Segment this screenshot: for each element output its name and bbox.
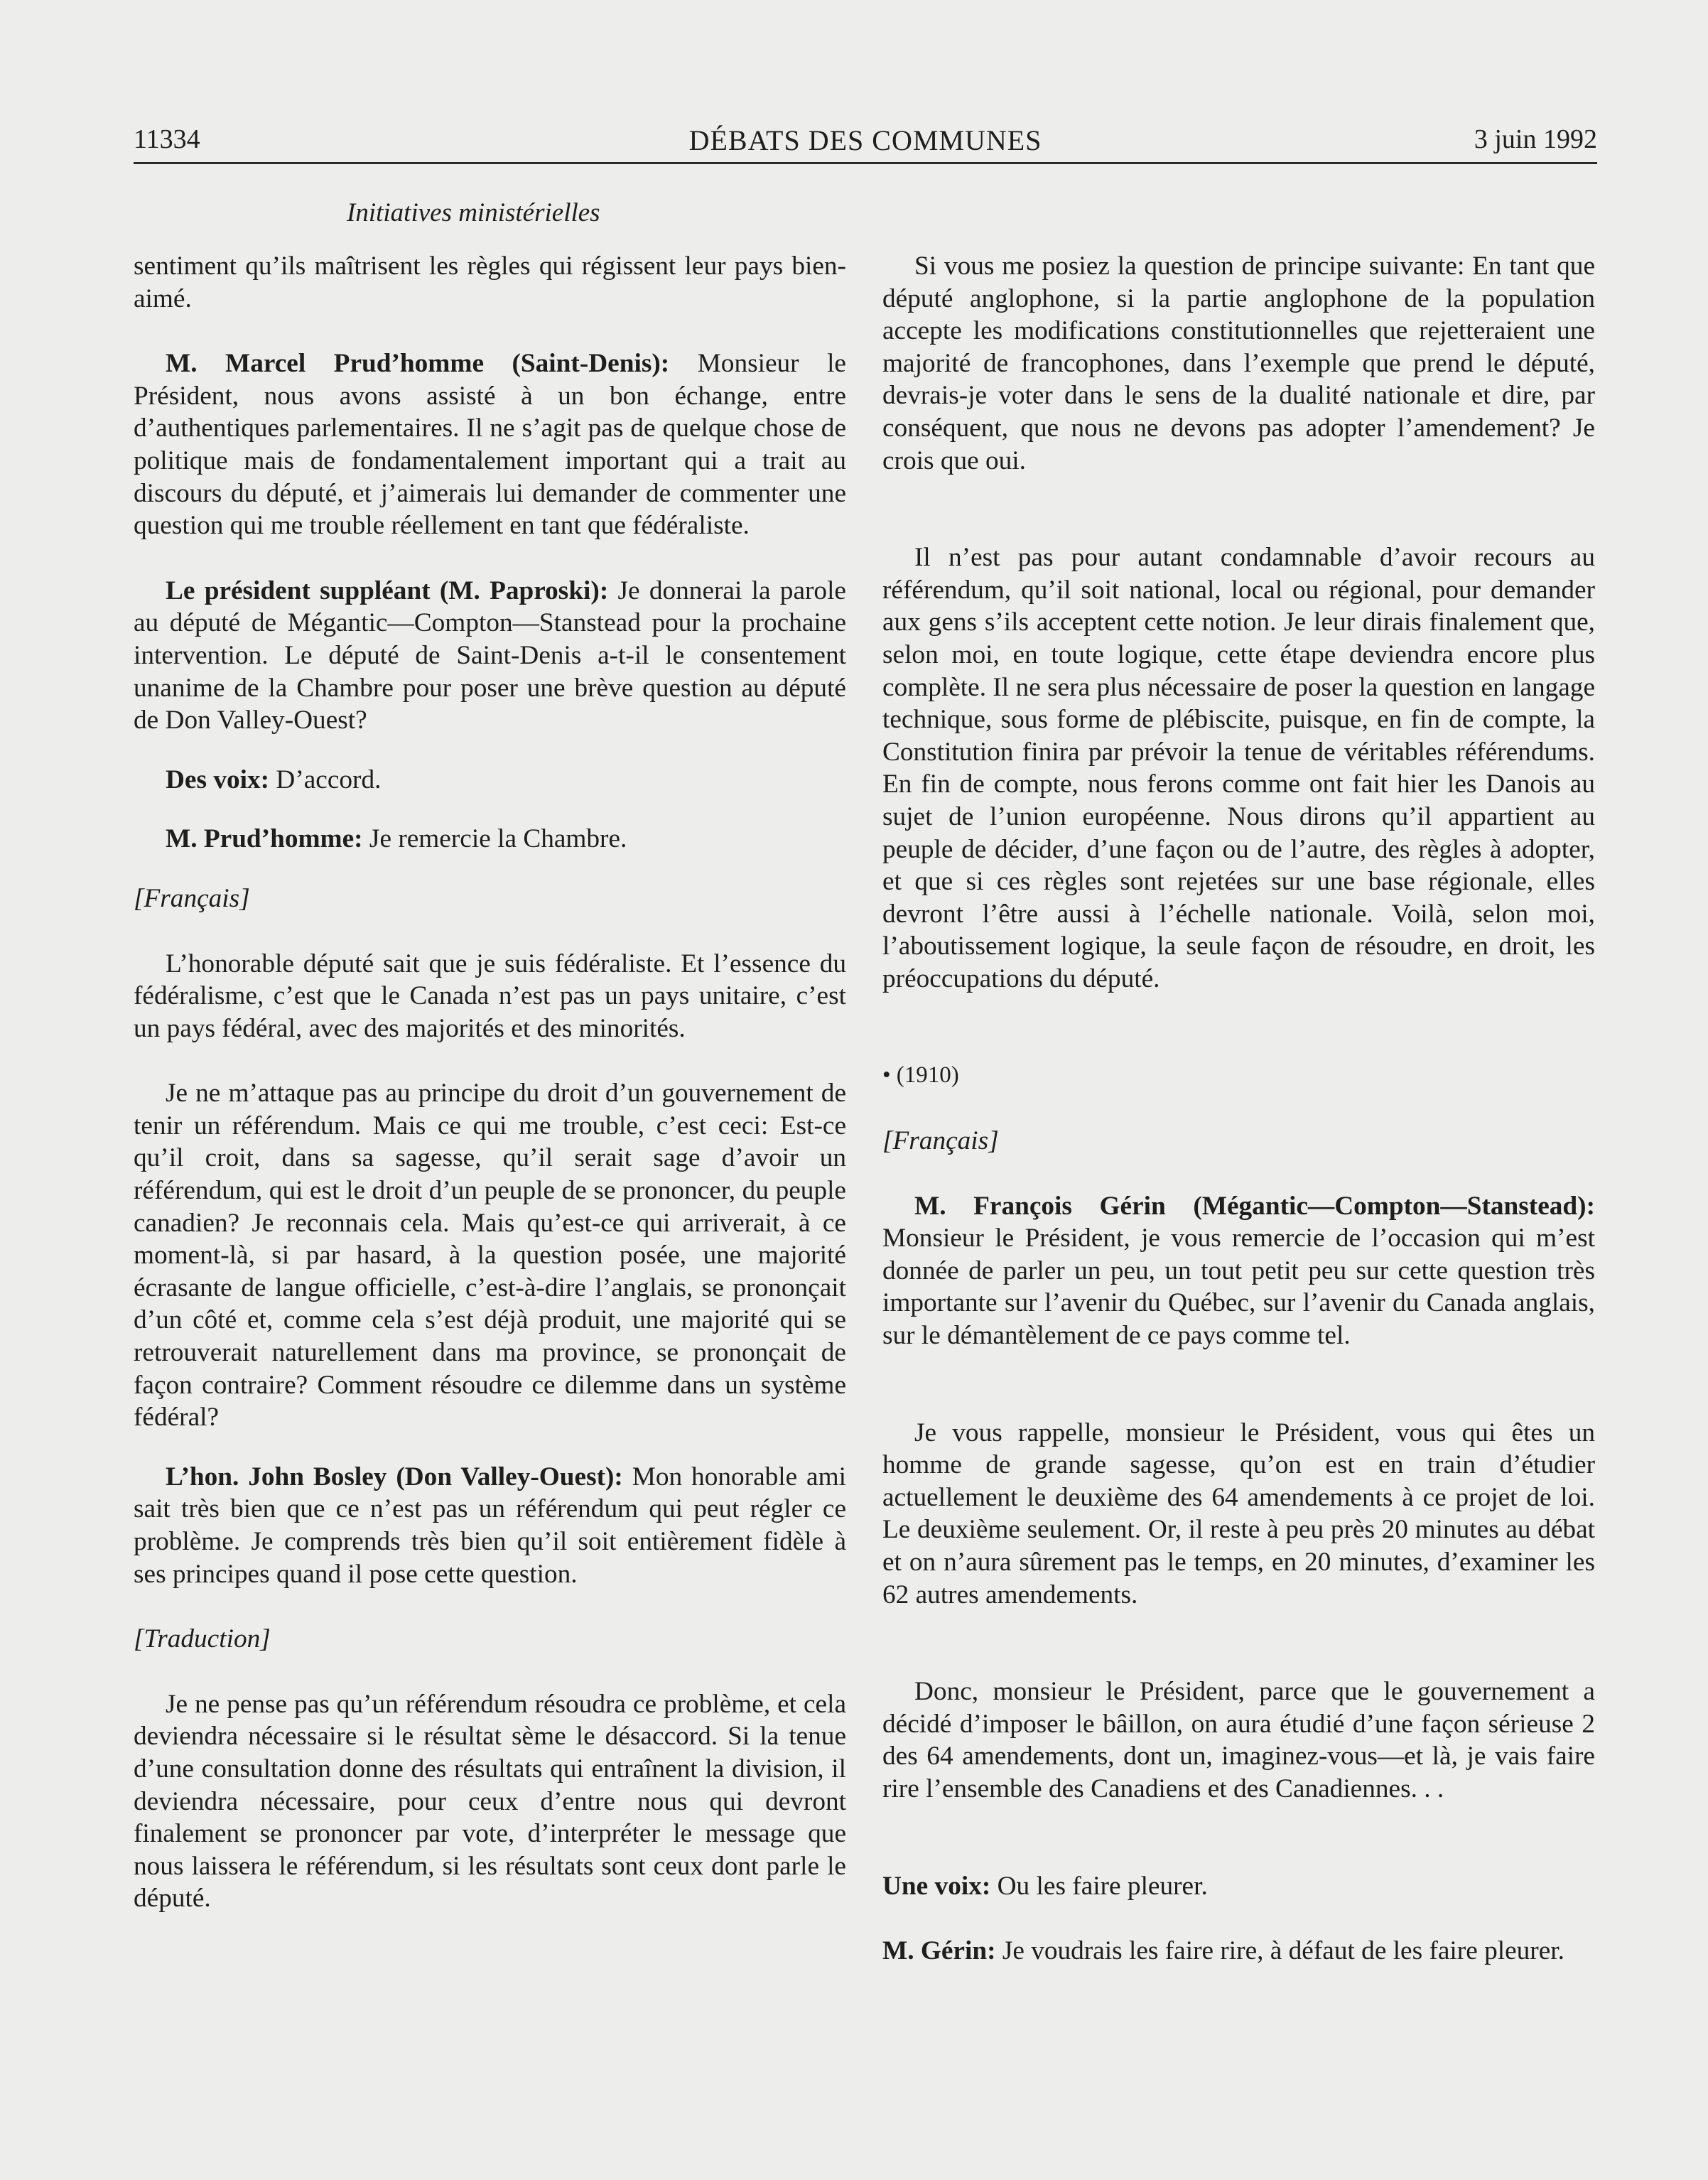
speaker-name: Des voix:	[166, 765, 270, 794]
paragraph: Je ne pense pas qu’un référendum résoudra ce problème, et cela deviendra nécessaire si le résultat sème le désaccord. Si la tenue d’une consultation donne des résultats qui entraînent la division, il deviendra nécessaire, pour ceux d’entre nous qui devront finalement se prononcer par vote, d’interpréter le message que nous laissera le référendum, si les résultats sont ceux dont parle le député.	[134, 1689, 846, 1914]
speech-text: Ou les faire pleurer.	[990, 1871, 1208, 1901]
speech-prudhomme	[134, 347, 846, 542]
speaker-name: M. Gérin:	[882, 1936, 996, 1966]
speech-prudhomme-2	[134, 823, 846, 856]
speech-bosley	[134, 1461, 846, 1590]
language-tag: [Traduction]	[134, 1624, 271, 1654]
page-header	[134, 121, 1597, 164]
paragraph: L’honorable député sait que je suis fédéraliste. Et l’essence du fédéralisme, c’est que le Canada n’est pas un pays unitaire, c’est un pays fédéral, avec des majorités et des minorités.	[134, 949, 846, 1043]
paragraph: Donc, monsieur le Président, parce que le gouvernement a décidé d’imposer le bâillon, on aura étudié d’une façon sérieuse 2 des 64 amendements, dont un, imaginez-vous—et là, je vais faire rire l’ensemble des Canadiens et des Canadiennes. . .	[882, 1677, 1595, 1803]
speaker-name: M. Marcel Prud’homme (Saint-Denis):	[166, 349, 670, 379]
speech-des-voix	[134, 764, 846, 797]
speaker-name: L’hon. John Bosley (Don Valley-Ouest):	[166, 1462, 623, 1491]
speech-text: Je voudrais les faire rire, à défaut de les faire pleurer.	[995, 1936, 1564, 1966]
speech-une-voix	[882, 1870, 1595, 1903]
speech-text: D’accord.	[269, 765, 382, 794]
speech-text: Je remercie la Chambre.	[362, 824, 627, 854]
time-marker: • (1910)	[882, 1062, 959, 1089]
language-tag: [Français]	[882, 1126, 999, 1156]
speaker-name: M. Prud’homme:	[166, 824, 363, 854]
speech-president	[134, 575, 846, 737]
speech-text: Monsieur le Président, nous avons assisté à un bon échange, entre d’authentiques parlementaires. Il ne s’agit pas de quelque chose de politique mais de fondamentalement important qui a trait au discours du député, et j’aimerais lui demander de commenter une question qui me trouble réellement en tant que fédéraliste.	[134, 349, 846, 541]
speech-text: Je donnerai la parole au député de Mégantic—Compton—Stanstead pour la prochaine intervention. Le député de Saint-Denis a-t-il le consentement unanime de la Chambre pour poser une brève question au député de Don Valley-Ouest?	[134, 576, 846, 735]
paragraph: Je vous rappelle, monsieur le Président, vous qui êtes un homme de grande sagesse, qu’on est en train d’étudier actuellement le deuxième des 64 amendements à ce projet de loi. Le deuxième seulement. Or, il reste à peu près 20 minutes au débat et on n’aura sûrement pas le temps, en 20 minutes, d’examiner les 62 autres amendements.	[882, 1418, 1595, 1609]
section-title: Initiatives ministérielles	[347, 198, 600, 227]
right-column	[882, 250, 1595, 2000]
speech-text: Mon honorable ami sait très bien que ce n’est pas un référendum qui peut régler ce problème. Je comprends très bien qu’il soit entièrement fidèle à ses principes quand il pose cette question.	[134, 1462, 846, 1589]
publication-date: 3 juin 1992	[1474, 124, 1597, 154]
paragraph: Si vous me posiez la question de principe suivante: En tant que député anglophone, si la partie anglophone de la population accepte les modifications constitutionnelles que rejetteraient une majorité de francophones, dans l’exemple que prend le député, devrais-je voter dans le sens de la dualité nationale et dire, par conséquent, que nous ne devons pas adopter l’amendement? Je crois que oui.	[882, 252, 1595, 475]
speech-text: Monsieur le Président, je vous remercie de l’occasion qui m’est donnée de parler un peu, un tout petit peu sur cette question très importante sur l’avenir du Québec, sur l’avenir du Canada anglais, sur le démantèlement de ce pays comme tel.	[882, 1224, 1595, 1351]
speaker-name: Une voix:	[882, 1871, 991, 1901]
paragraph: sentiment qu’ils maîtrisent les règles qui régissent leur pays bien-aimé.	[134, 252, 846, 313]
left-column	[134, 250, 846, 1948]
language-tag: [Français]	[134, 883, 250, 913]
paragraph: Il n’est pas pour autant condamnable d’avoir recours au référendum, qu’il soit national, local ou régional, pour demander aux gens s’ils acceptent cette notion. Je leur dirais finalement que, selon moi, en toute logique, cette étape deviendra encore plus complète. Il ne sera plus nécessaire de poser la question en langage technique, sous forme de plébiscite, puisque, en fin de compte, la Constitution finira par prévoir la tenue de véritables référendums. En fin de compte, nous ferons comme ont fait hier les Danois au sujet de l’union européenne. Nous dirons qu’il appartient au peuple de décider, d’une façon ou de l’autre, des règles à adopter, et que si ces règles sont rejetées sur une base régionale, elles devront l’être aussi à l’échelle nationale. Voilà, selon moi, l’aboutissement logique, la seule façon de résoudre, en droit, les préoccupations du député.	[882, 543, 1595, 993]
speaker-name: Le président suppléant (M. Paproski):	[166, 576, 609, 605]
publication-title: DÉBATS DES COMMUNES	[688, 124, 1042, 156]
speech-gerin-2	[882, 1935, 1595, 1968]
speaker-name: M. François Gérin (Mégantic—Compton—Stanstead):	[914, 1191, 1595, 1221]
page-number: 11334	[134, 124, 200, 154]
speech-gerin	[882, 1190, 1595, 1352]
paragraph: Je ne m’attaque pas au principe du droit d’un gouvernement de tenir un référendum. Mais ce qui me trouble, c’est ceci: Est-ce qu’il croit, dans sa sagesse, qu’il serait sage d’avoir un référendum, qui est le droit d’un peuple de se prononcer, du peuple canadien? Je reconnais cela. Mais qu’est-ce qui arriverait, à ce moment-là, si par hasard, à la question posée, une majorité écrasante de langue officielle, c’est-à-dire l’anglais, se prononçait d’un côté et, comme cela s’est déjà produit, une majorité qui se retrouverait naturellement dans ma province, se prononçait de façon contraire? Comment résoudre ce dilemme dans un système fédéral?	[134, 1079, 846, 1432]
